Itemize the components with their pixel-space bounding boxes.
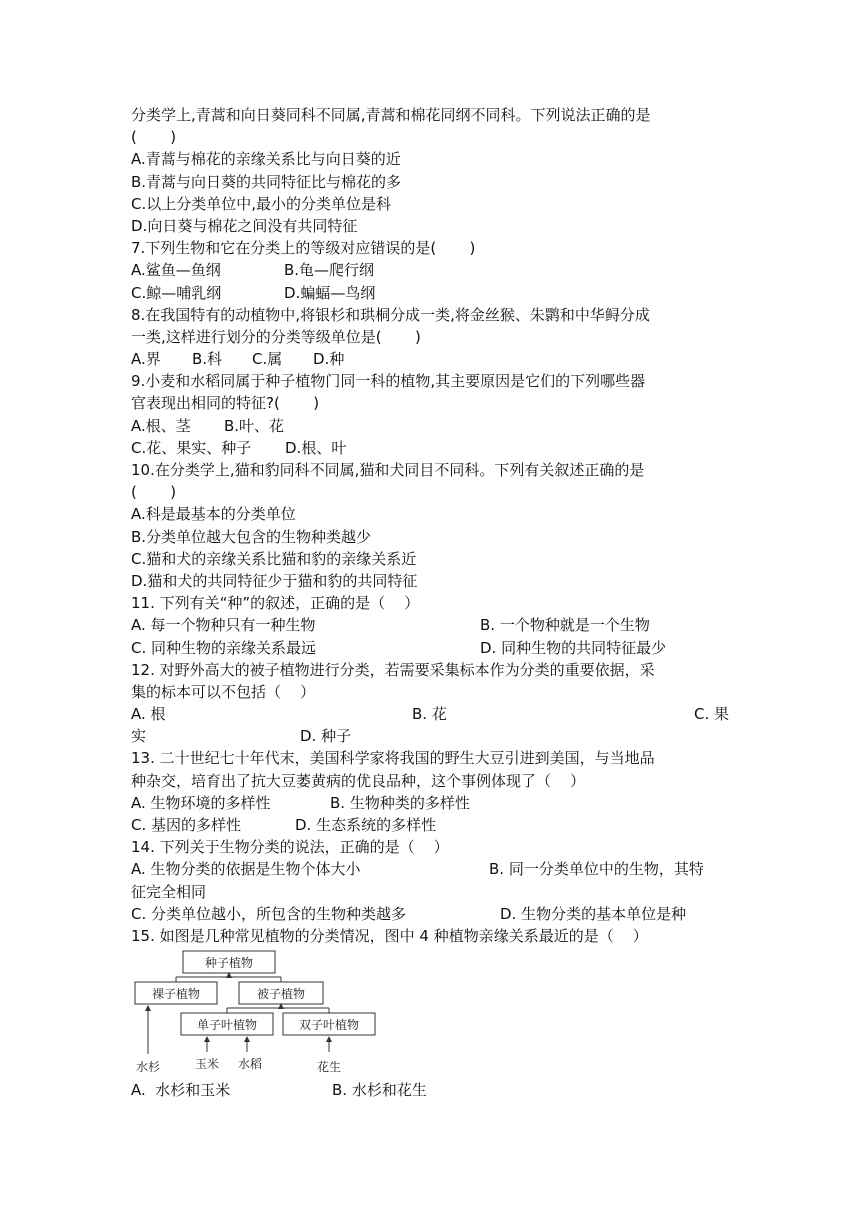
options-row [131,614,731,636]
dicot-label: 双子叶植物 [298,1018,360,1033]
options-row [131,282,731,304]
option-c: C.鲸—哺乳纲 [131,283,222,302]
question-stem: 9.小麦和水稻同属于种子植物门同一科的植物,其主要原因是它们的下列哪些器 [131,372,646,391]
option-b: B.龟—爬行纲 [284,261,375,280]
question-stem: 一类,这样进行划分的分类等级单位是( ) [131,327,421,346]
classification-tree [133,949,433,1079]
option-d: D. 同种生物的共同特征最少 [480,638,667,657]
option-a: A. 生物分类的依据是生物个体大小 [131,860,361,879]
option-c: C.属 [252,350,283,369]
option-c: C.以上分类单位中,最小的分类单位是科 [131,194,392,213]
option-b: B. 花 [412,705,447,724]
options-row [131,1079,731,1101]
question-stem: 11. 下列有关“种”的叙述，正确的是（ ） [131,594,420,613]
option-d: D.蝙蝠—鸟纲 [284,283,376,302]
arrowhead [326,1036,332,1042]
option-a: A.科是最基本的分类单位 [131,505,296,524]
monocot-label: 单子叶植物 [196,1018,258,1033]
option-a: A.界 [131,350,161,369]
question-stem: 14. 下列关于生物分类的说法，正确的是（ ） [131,838,449,857]
option-c: C.花、果实、种子 [131,438,252,457]
question-stem: 官表现出相同的特征?( ) [131,394,320,413]
option-b: B. 一个物种就是一个生物 [480,616,650,635]
exam-page [131,104,731,1101]
options-row [131,637,731,659]
options-row [131,858,731,880]
option-d: D.种 [313,350,345,369]
option-a: A. 生物环境的多样性 [131,793,271,812]
plant-classification-diagram [133,949,433,1079]
question-stem: 种杂交，培育出了抗大豆萎黄病的优良品种，这个事例体现了（ ） [131,771,586,790]
options-row [131,437,731,459]
root-label: 种子植物 [204,956,254,971]
option-d: D.向日葵与棉花之间没有共同特征 [131,216,358,235]
option-a: A. 根 [131,705,166,724]
question-stem: 8.在我国特有的动植物中,将银杉和珙桐分成一类,将金丝猴、朱鹮和中华鲟分成 [131,305,650,324]
option-d: D.猫和犬的共同特征少于猫和豹的共同特征 [131,571,418,590]
question-stem: 7.下列生物和它在分类上的等级对应错误的是( ) [131,239,476,258]
option-d: D. 生物分类的基本单位是种 [500,904,687,923]
option-a: A.青蒿与棉花的亲缘关系比与向日葵的近 [131,150,401,169]
options-row [131,703,731,725]
options-row [131,814,731,836]
option-d: D. 种子 [300,727,352,746]
option-b: B. 生物种类的多样性 [330,793,470,812]
question-stem: 15. 如图是几种常见植物的分类情况，图中 4 种植物亲缘关系最近的是（ ） [131,926,648,945]
options-row [131,903,731,925]
plant-label-rice: 水稻 [237,1057,263,1072]
option-b: B.叶、花 [224,416,285,435]
question-stem: 12. 对野外高大的被子植物进行分类，若需要采集标本作为分类的重要依据，采 [131,660,655,679]
stem-text: 分类学上,青蒿和向日葵同科不同属,青蒿和棉花同纲不同科。下列说法正确的是 [131,106,651,124]
options-row [131,348,731,370]
options-row [131,725,731,747]
arrowhead [244,1036,250,1042]
plant-label-corn: 玉米 [194,1057,220,1072]
plant-label-peanut: 花生 [316,1060,342,1075]
option-d: D. 生态系统的多样性 [295,816,437,834]
angiosperm-label: 被子植物 [256,987,306,1002]
option-a: A.根、茎 [131,416,191,435]
option-b: B. 同一分类单位中的生物，其特 [489,860,704,879]
plant-label-metasequoia: 水杉 [135,1060,161,1075]
option-a: A.鲨鱼—鱼纲 [131,261,221,280]
option-b-continued: 征完全相同 [131,882,207,901]
option-d: D.根、叶 [285,438,347,457]
question-stem: ( ) [131,483,177,502]
arrowhead [145,1005,151,1011]
option-c: C. 分类单位越小，所包含的生物种类越多 [131,904,407,923]
option-c: C. 基因的多样性 [131,816,242,834]
gymnosperm-label: 裸子植物 [151,987,201,1002]
option-c: C. 果 [694,705,730,724]
option-c: C.猫和犬的亲缘关系比猫和豹的亲缘关系近 [131,549,417,568]
option-b: B.青蒿与向日葵的共同特征比与棉花的多 [131,172,402,191]
options-row [131,259,731,281]
question-stem: 13. 二十世纪七十年代末，美国科学家将我国的野生大豆引进到美国，与当地品 [131,749,655,768]
option-b: B.分类单位越大包含的生物种类越少 [131,527,372,546]
option-c: C. 同种生物的亲缘关系最远 [131,638,317,657]
question-stem: 10.在分类学上,猫和豹同科不同属,猫和犬同目不同科。下列有关叙述正确的是 [131,461,645,479]
answer-blank: ( ) [131,128,177,147]
option-b: B. 水杉和花生 [332,1081,427,1100]
option-b: B.科 [192,350,223,369]
arrowhead [204,1036,210,1042]
options-row [131,415,731,437]
question-stem [131,104,731,126]
question-stem [131,126,731,148]
question-stem: 集的标本可以不包括（ ） [131,682,316,701]
option-a: A. 每一个物种只有一种生物 [131,616,316,635]
option-a: A. 水杉和玉米 [131,1081,231,1100]
options-row [131,792,731,814]
option-c-continued: 实 [131,727,147,746]
